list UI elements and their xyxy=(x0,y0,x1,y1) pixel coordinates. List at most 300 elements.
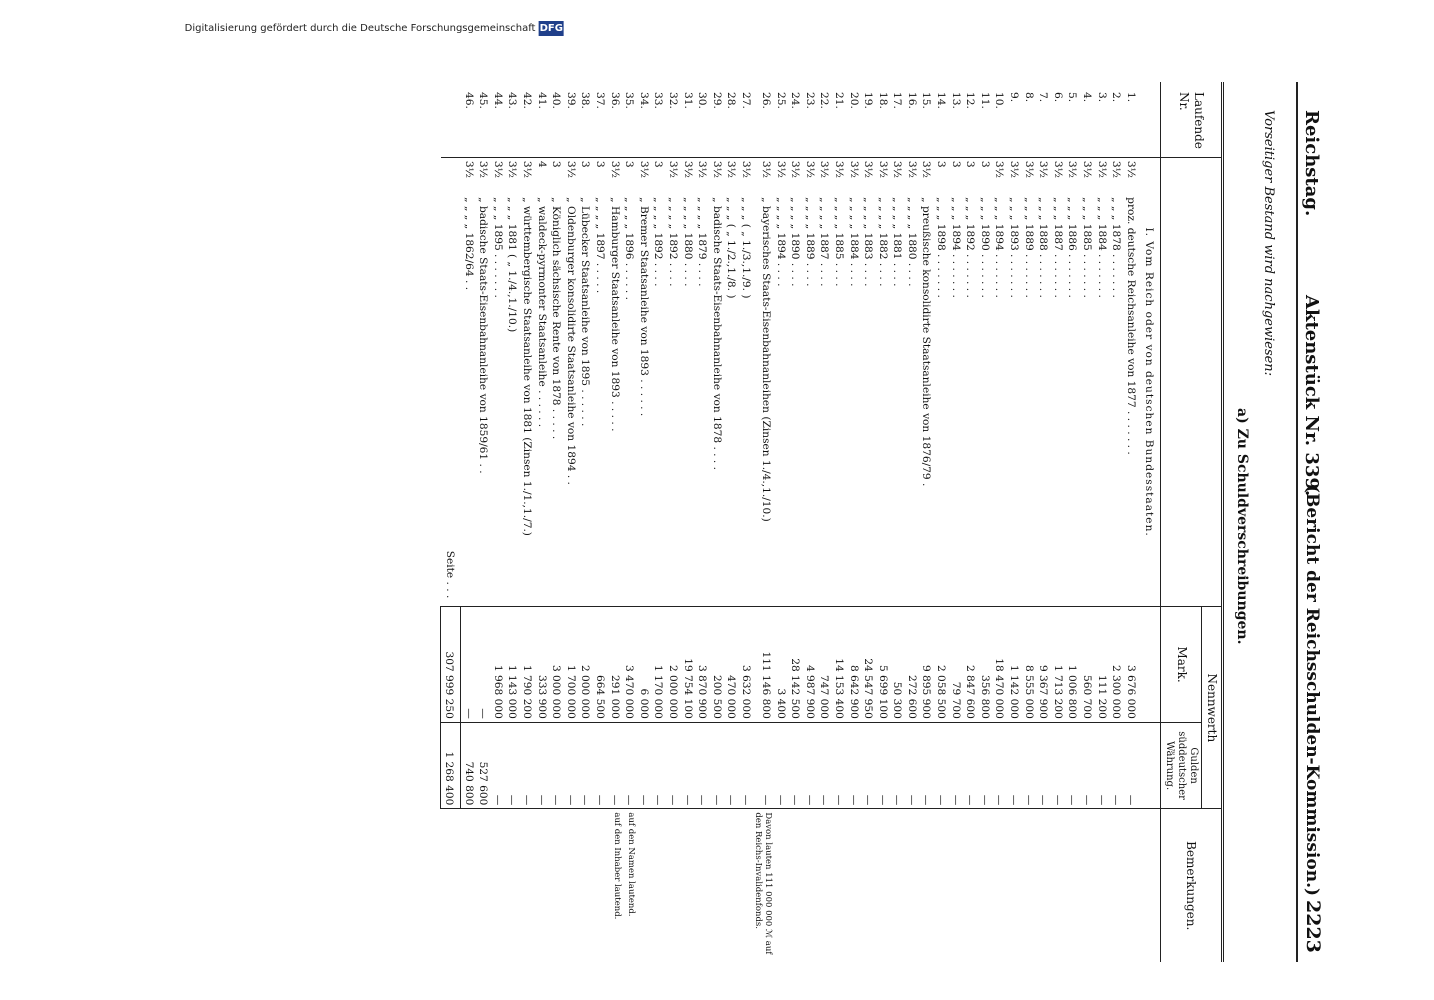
table-row xyxy=(563,82,578,962)
table-cell xyxy=(890,809,905,962)
table-row xyxy=(992,82,1007,962)
bond-description: „ „ „ 1893 . . . . . . . xyxy=(1008,197,1021,298)
interest-rate: 3½ xyxy=(846,157,861,194)
bond-description: „ badische Staats-Eisenbahnanleihe von 1859/61 . . xyxy=(477,197,490,474)
row-number: 3. xyxy=(1095,92,1108,103)
col-bemerkungen: Bemerkungen. xyxy=(1161,809,1223,962)
table-cell xyxy=(441,809,461,962)
table-row xyxy=(977,82,992,962)
table-cell xyxy=(549,809,564,962)
bond-description: „ „ „ 1884 . . . . . . . xyxy=(1095,197,1108,298)
row-number: 16. xyxy=(905,92,918,109)
row-number: 39. xyxy=(564,92,577,109)
table-row xyxy=(592,82,607,962)
row-number: 9. xyxy=(1008,92,1021,103)
bond-description: „ „ „ „ 1892 . . . . xyxy=(652,197,665,287)
table-cell xyxy=(490,809,505,962)
table-cell xyxy=(680,809,695,962)
value-gulden: — xyxy=(534,722,549,809)
table-row xyxy=(1109,82,1124,962)
table-cell xyxy=(709,809,724,962)
row-number: 13. xyxy=(949,92,962,109)
bond-description: „ „ „ 1894 . . . . . . . xyxy=(949,197,962,298)
value-mark: 356 800 xyxy=(977,607,992,723)
table-row xyxy=(1021,82,1036,962)
row-number: 7. xyxy=(1037,92,1050,103)
interest-rate: 3½ xyxy=(563,157,578,194)
value-gulden: — xyxy=(607,722,622,809)
table-row xyxy=(578,82,593,962)
interest-rate: 3½ xyxy=(519,157,534,194)
table-cell xyxy=(1138,82,1161,157)
interest-rate: 3 xyxy=(651,157,666,194)
value-gulden: — xyxy=(724,722,739,809)
row-number: 28. xyxy=(725,92,738,109)
digitization-note xyxy=(185,23,564,34)
value-gulden: — xyxy=(738,722,753,809)
interest-rate: 3½ xyxy=(1036,157,1051,194)
bond-description: „ „ „ „ 1880 . . . . xyxy=(681,197,694,287)
table-row xyxy=(607,82,622,962)
interest-rate: 3½ xyxy=(788,157,803,194)
intro-text: Vorseitiger Bestand wird nachgewiesen: xyxy=(1261,110,1276,377)
value-mark: 664 500 xyxy=(592,607,607,723)
interest-rate: 3 xyxy=(934,157,949,194)
table-cell xyxy=(636,809,651,962)
table-cell xyxy=(665,809,680,962)
table-cell xyxy=(461,809,476,962)
interest-rate: 3½ xyxy=(505,157,520,194)
row-number: 14. xyxy=(935,92,948,109)
row-number: 34. xyxy=(637,92,650,109)
value-mark: 50 300 xyxy=(890,607,905,723)
value-gulden: — xyxy=(563,722,578,809)
value-gulden: — xyxy=(636,722,651,809)
value-gulden: — xyxy=(875,722,890,809)
table-row xyxy=(846,82,861,962)
remark-note: auf den Namen lautend. xyxy=(622,809,637,962)
value-mark: 1 142 000 xyxy=(1006,607,1021,723)
value-mark: 3 400 xyxy=(773,607,788,723)
row-number: 32. xyxy=(667,92,679,109)
interest-rate: 3½ xyxy=(738,157,753,194)
interest-rate: 3½ xyxy=(1006,157,1021,194)
bond-description: „ preußische konsolidirte Staatsanleihe von 1876/79 . xyxy=(920,197,933,487)
interest-rate: 3½ xyxy=(875,157,890,194)
interest-rate: 3½ xyxy=(817,157,832,194)
interest-rate: 3½ xyxy=(476,157,491,194)
value-gulden: — xyxy=(1079,722,1094,809)
value-gulden: 527 600 xyxy=(476,722,491,809)
total-mark: 307 999 250 xyxy=(441,607,461,723)
table-row xyxy=(534,82,549,962)
interest-rate: 3½ xyxy=(992,157,1007,194)
section-title: a) Zu Schuldverschreibungen. xyxy=(1234,408,1250,645)
row-number: 45. xyxy=(477,92,490,109)
table-row xyxy=(476,82,491,962)
row-number: 23. xyxy=(803,92,816,109)
value-gulden: — xyxy=(549,722,564,809)
value-gulden: — xyxy=(817,722,832,809)
interest-rate: 3½ xyxy=(890,157,905,194)
table-row xyxy=(622,82,637,962)
row-number: 21. xyxy=(832,92,845,109)
value-gulden: — xyxy=(578,722,593,809)
bond-description: „ „ „ 1886 . . . . . . . xyxy=(1066,197,1079,298)
table-row xyxy=(1123,82,1138,962)
table-cell xyxy=(1079,809,1094,962)
value-mark: 111 146 800 xyxy=(753,607,773,723)
value-mark: 2 847 600 xyxy=(963,607,978,723)
dfg-badge: DFG xyxy=(539,23,563,34)
table-cell xyxy=(651,809,666,962)
value-gulden: — xyxy=(665,722,680,809)
bond-description: „ „ „ 1887 . . . . . . . xyxy=(1051,197,1064,298)
table-row xyxy=(505,82,520,962)
table-row xyxy=(753,82,773,962)
value-mark: 200 500 xyxy=(709,607,724,723)
table-cell xyxy=(773,809,788,962)
row-number: 10. xyxy=(993,92,1006,109)
row-number: 41. xyxy=(535,92,548,109)
table-row xyxy=(709,82,724,962)
value-mark: 2 000 000 xyxy=(578,607,593,723)
interest-rate: 3½ xyxy=(904,157,919,194)
interest-rate: 3½ xyxy=(461,157,476,194)
value-gulden: — xyxy=(802,722,817,809)
value-mark: 18 470 000 xyxy=(992,607,1007,723)
value-gulden: — xyxy=(788,722,803,809)
value-gulden: — xyxy=(490,722,505,809)
table-cell xyxy=(1138,722,1161,809)
value-mark: 272 600 xyxy=(904,607,919,723)
table-cell xyxy=(441,82,461,157)
col-laufende-nr: Laufende Nr. xyxy=(1161,82,1223,157)
value-mark: 5 699 100 xyxy=(875,607,890,723)
bond-description: „ „ „ „ 1889 . . . . xyxy=(803,197,816,287)
bond-description: „ „ „ ( „ 1./3.,1./9. ) xyxy=(739,197,752,299)
bond-description: proz. deutsche Reichsanleihe von 1877 . . . . . . . xyxy=(1124,197,1137,455)
table-row xyxy=(724,82,739,962)
value-mark: 28 142 500 xyxy=(788,607,803,723)
value-mark: 3 870 900 xyxy=(695,607,710,723)
table-cell xyxy=(1138,607,1161,723)
interest-rate: 3 xyxy=(977,157,992,194)
remark-note: Davon lauten 111 000 000 ℳ auf den Reichs-Invalidenfonds. xyxy=(753,809,773,962)
value-mark: 1 713 200 xyxy=(1050,607,1065,723)
total-label: Seite . . . xyxy=(443,550,456,599)
value-gulden: — xyxy=(831,722,846,809)
interest-rate: 3 xyxy=(948,157,963,194)
bond-description: „ „ „ „ 1892 . . . . xyxy=(667,197,679,287)
table-row xyxy=(802,82,817,962)
value-mark: 291 000 xyxy=(607,607,622,723)
value-mark: 24 547 950 xyxy=(861,607,876,723)
value-gulden: — xyxy=(890,722,905,809)
table-cell xyxy=(817,809,832,962)
interest-rate: 3½ xyxy=(831,157,846,194)
interest-rate: 3½ xyxy=(1094,157,1109,194)
bond-description: „ „ „ „ 1896 . . . . . . xyxy=(623,197,636,300)
value-mark: 1 006 800 xyxy=(1065,607,1080,723)
table-cell xyxy=(934,809,949,962)
table-row xyxy=(1036,82,1051,962)
row-number: 40. xyxy=(550,92,563,109)
row-number: 25. xyxy=(774,92,787,109)
table-cell xyxy=(904,809,919,962)
interest-rate: 3½ xyxy=(802,157,817,194)
col-gulden: Gulden süddeutscher Währung. xyxy=(1161,722,1202,809)
row-number: 38. xyxy=(579,92,592,109)
value-gulden: — xyxy=(948,722,963,809)
interest-rate: 3½ xyxy=(665,157,680,194)
value-mark: 3 000 000 xyxy=(549,607,564,723)
table-cell xyxy=(831,809,846,962)
interest-rate: 3½ xyxy=(1065,157,1080,194)
table-cell xyxy=(1094,809,1109,962)
header-rule xyxy=(1296,82,1298,962)
table-row xyxy=(875,82,890,962)
row-number: 43. xyxy=(506,92,519,109)
interest-rate: 3½ xyxy=(1021,157,1036,194)
row-number: 24. xyxy=(789,92,802,109)
table-cell xyxy=(875,809,890,962)
interest-rate: 3 xyxy=(592,157,607,194)
interest-rate: 3½ xyxy=(709,157,724,194)
row-number: 8. xyxy=(1022,92,1035,103)
table-cell xyxy=(963,809,978,962)
total-gulden: 1 268 400 xyxy=(441,722,461,809)
bond-description: „ „ „ „ 1862/64 . . xyxy=(462,197,475,291)
value-gulden: — xyxy=(622,722,637,809)
value-gulden: — xyxy=(773,722,788,809)
table-row xyxy=(695,82,710,962)
row-number: 20. xyxy=(847,92,860,109)
bond-description: „ „ „ 1894 . . . . . . . xyxy=(993,197,1006,298)
interest-rate: 3½ xyxy=(607,157,622,194)
table-row xyxy=(665,82,680,962)
interest-rate: 3½ xyxy=(1050,157,1065,194)
value-gulden: — xyxy=(651,722,666,809)
value-mark: 4 987 900 xyxy=(802,607,817,723)
bond-description: „ Lübecker Staatsanleihe von 1895 . . . . . . xyxy=(579,197,592,427)
value-mark: 1 170 000 xyxy=(651,607,666,723)
digitization-text: Digitalisierung gefördert durch die Deutsche Forschungsgemeinschaft xyxy=(184,23,536,34)
table-row xyxy=(773,82,788,962)
table-cell xyxy=(1123,809,1138,962)
value-gulden: — xyxy=(592,722,607,809)
bond-description: „ bayerisches Staats-Eisenbahnanleihen (Zinsen 1./4.,1./10.) xyxy=(759,197,772,522)
row-number: 12. xyxy=(964,92,977,109)
table-cell xyxy=(846,809,861,962)
interest-rate: 3½ xyxy=(1123,157,1138,194)
bond-description: „ „ „ „ 1884 . . . . xyxy=(847,197,860,287)
table-row xyxy=(919,82,934,962)
value-mark: 8 642 900 xyxy=(846,607,861,723)
value-mark: 6 000 xyxy=(636,607,651,723)
table-row xyxy=(651,82,666,962)
value-mark: 79 700 xyxy=(948,607,963,723)
bond-description: „ badische Staats-Eisenbahnanleihe von 1878 . . . . xyxy=(710,197,723,471)
table-row xyxy=(1006,82,1021,962)
table-row xyxy=(1079,82,1094,962)
interest-rate: 4 xyxy=(534,157,549,194)
value-mark: — xyxy=(461,607,476,723)
table-cell xyxy=(861,809,876,962)
row-number: 42. xyxy=(521,92,534,109)
value-gulden: — xyxy=(861,722,876,809)
value-mark: 3 470 000 xyxy=(622,607,637,723)
bond-description: „ „ „ 1895 . . . . . . . xyxy=(491,197,504,298)
value-gulden: — xyxy=(1050,722,1065,809)
value-mark: 3 632 000 xyxy=(738,607,753,723)
table-cell xyxy=(563,809,578,962)
row-number: 18. xyxy=(876,92,889,109)
table-row xyxy=(519,82,534,962)
table-row xyxy=(1094,82,1109,962)
value-mark: 1 143 000 xyxy=(505,607,520,723)
col-description xyxy=(1161,157,1223,606)
row-number: 2. xyxy=(1110,92,1123,103)
value-gulden: — xyxy=(695,722,710,809)
table-cell xyxy=(1036,809,1051,962)
bond-description: „ „ „ ( „ 1./2.,1./8. ) xyxy=(725,197,738,299)
value-mark: 2 300 000 xyxy=(1109,607,1124,723)
row-number: 29. xyxy=(710,92,723,109)
col-mark: Mark. xyxy=(1161,607,1202,723)
bond-description: „ „ „ „ 1894 . . . . xyxy=(774,197,787,287)
value-gulden: — xyxy=(1094,722,1109,809)
interest-rate: 3½ xyxy=(1079,157,1094,194)
row-number: 37. xyxy=(594,92,607,109)
value-gulden: — xyxy=(992,722,1007,809)
table-cell xyxy=(1021,809,1036,962)
header-context: (Bericht der Reichsschulden-Kommission.) xyxy=(1302,485,1322,897)
row-number: 44. xyxy=(491,92,504,109)
bond-description: „ „ „ „ 1880 . . . . xyxy=(905,197,918,287)
interest-rate: 3½ xyxy=(919,157,934,194)
value-gulden: — xyxy=(519,722,534,809)
table-cell xyxy=(1109,809,1124,962)
bond-description: „ Oldenburger konsolidirte Staatsanleihe von 1894 . . xyxy=(564,197,577,485)
row-number: 5. xyxy=(1066,92,1079,103)
bond-description: „ „ „ 1889 . . . . . . . xyxy=(1022,197,1035,298)
value-gulden: — xyxy=(934,722,949,809)
document-page xyxy=(0,20,1434,980)
bond-description: „ „ „ „ 1881 . . . . xyxy=(891,197,904,287)
value-mark: 8 555 000 xyxy=(1021,607,1036,723)
value-mark: 9 367 900 xyxy=(1036,607,1051,723)
row-number: 36. xyxy=(608,92,621,109)
row-number: 33. xyxy=(652,92,665,109)
table-cell xyxy=(519,809,534,962)
subsection-title: I. Vom Reich oder von deutschen Bundesstaaten. xyxy=(1138,157,1161,606)
value-gulden: — xyxy=(709,722,724,809)
bond-description: „ Bremer Staatsanleihe von 1893 . . . . . . xyxy=(637,197,650,417)
value-gulden: — xyxy=(904,722,919,809)
bond-description: „ Königlich sächsische Rente von 1878 . . . . . xyxy=(550,197,563,440)
table-cell xyxy=(592,809,607,962)
col-nennwerth: Nennwerth xyxy=(1202,607,1223,809)
value-mark: 1 700 000 xyxy=(563,607,578,723)
table-cell xyxy=(948,809,963,962)
row-number: 6. xyxy=(1051,92,1064,103)
value-mark: 747 000 xyxy=(817,607,832,723)
interest-rate: 3½ xyxy=(773,157,788,194)
table-row xyxy=(890,82,905,962)
value-gulden: — xyxy=(753,722,773,809)
interest-rate: 3½ xyxy=(753,157,773,194)
row-number: 35. xyxy=(623,92,636,109)
interest-rate: 3 xyxy=(578,157,593,194)
interest-rate: 3½ xyxy=(680,157,695,194)
table-row xyxy=(963,82,978,962)
row-number: 17. xyxy=(891,92,904,109)
table-row xyxy=(904,82,919,962)
bond-description: „ waldeck-pyrmonter Staatsanleihe . . . . . . xyxy=(535,197,548,428)
bond-description: „ „ „ 1881 ( „ 1./4.,1./10.) xyxy=(506,197,519,333)
value-gulden: — xyxy=(846,722,861,809)
bond-description: „ „ „ 1892 . . . . . . . xyxy=(964,197,977,298)
bond-description: „ „ „ „ 1883 . . . . xyxy=(862,197,875,287)
interest-rate: 3½ xyxy=(636,157,651,194)
table-row xyxy=(636,82,651,962)
bond-description: „ württembergische Staatsanleihe von 1881 (Zinsen 1./1.,1./7.) xyxy=(521,197,534,536)
interest-rate: 3½ xyxy=(1109,157,1124,194)
interest-rate: 3½ xyxy=(861,157,876,194)
interest-rate: 3½ xyxy=(724,157,739,194)
table-cell xyxy=(1006,809,1021,962)
value-mark: 1 790 200 xyxy=(519,607,534,723)
interest-rate: 3 xyxy=(622,157,637,194)
value-mark: — xyxy=(476,607,491,723)
header-middle: Aktenstück Nr. 339. xyxy=(1301,295,1322,497)
value-mark: 1 968 000 xyxy=(490,607,505,723)
table-row xyxy=(817,82,832,962)
table-cell xyxy=(977,809,992,962)
row-number: 30. xyxy=(696,92,709,109)
row-number: 4. xyxy=(1081,92,1094,103)
value-mark: 560 700 xyxy=(1079,607,1094,723)
bond-description: „ „ „ 1888 . . . . . . . xyxy=(1037,197,1050,298)
table-row xyxy=(788,82,803,962)
value-mark: 9 895 900 xyxy=(919,607,934,723)
value-gulden: 740 800 xyxy=(461,722,476,809)
bond-description: „ „ „ 1885 . . . . . . . xyxy=(1081,197,1094,298)
row-number: 15. xyxy=(920,92,933,109)
value-mark: 3 676 000 xyxy=(1123,607,1138,723)
header-left: Reichstag. xyxy=(1301,110,1322,217)
value-mark: 111 200 xyxy=(1094,607,1109,723)
table-row xyxy=(934,82,949,962)
table-row xyxy=(490,82,505,962)
table-row xyxy=(680,82,695,962)
value-gulden: — xyxy=(977,722,992,809)
bond-description: „ „ „ „ 1882 . . . . xyxy=(876,197,889,287)
value-gulden: — xyxy=(505,722,520,809)
row-number: 1. xyxy=(1124,92,1137,103)
value-mark: 2 000 000 xyxy=(665,607,680,723)
row-number: 22. xyxy=(818,92,831,109)
row-number: 11. xyxy=(978,92,991,109)
table-cell xyxy=(505,809,520,962)
table-cell xyxy=(578,809,593,962)
row-number: 19. xyxy=(862,92,875,109)
row-number: 27. xyxy=(739,92,752,109)
value-gulden: — xyxy=(1021,722,1036,809)
table-row xyxy=(861,82,876,962)
bond-table xyxy=(441,82,1225,962)
